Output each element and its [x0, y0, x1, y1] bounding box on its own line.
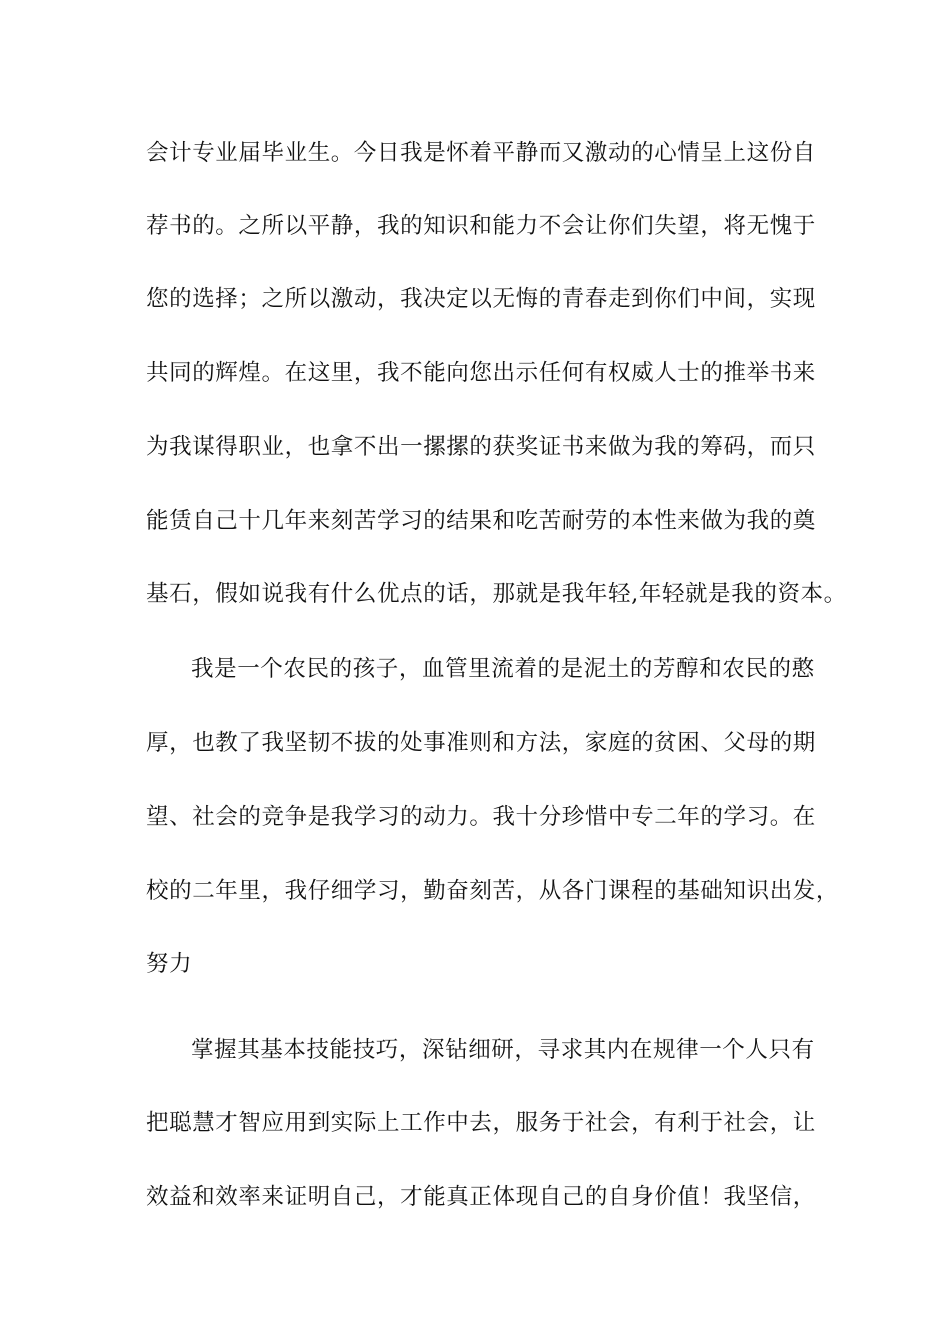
text-line: 为我谋得职业，也拿不出一摞摞的获奖证书来做为我的筹码，而只: [146, 434, 816, 460]
text-line: 效益和效率来证明自己，才能真正体现自己的自身价值！我坚信，: [146, 1184, 816, 1210]
text-line: 努力: [146, 951, 193, 977]
text-line: 能赁自己十几年来刻苦学习的结果和吃苦耐劳的本性来做为我的奠: [146, 508, 816, 534]
text-line: 共同的辉煌。在这里，我不能向您出示任何有权威人士的推举书来: [146, 360, 816, 386]
paragraph-first-line: 我是一个农民的孩子，血管里流着的是泥土的芳醇和农民的憨: [191, 656, 815, 682]
text-line: 望、社会的竞争是我学习的动力。我十分珍惜中专二年的学习。在: [146, 804, 816, 830]
text-line: 您的选择；之所以激动，我决定以无悔的青春走到你们中间，实现: [146, 286, 816, 312]
text-line: 会计专业届毕业生。今日我是怀着平静而又激动的心情呈上这份自: [146, 140, 816, 166]
text-line: 厚，也教了我坚韧不拔的处事准则和方法，家庭的贫困、父母的期: [146, 730, 816, 756]
text-line: 荐书的。之所以平静，我的知识和能力不会让你们失望，将无愧于: [146, 213, 816, 239]
text-line: 基石，假如说我有什么优点的话，那就是我年轻,年轻就是我的资本。: [146, 581, 847, 607]
text-line: 把聪慧才智应用到实际上工作中去，服务于社会，有利于社会，让: [146, 1110, 816, 1136]
paragraph-first-line: 掌握其基本技能技巧，深钻细研，寻求其内在规律一个人只有: [191, 1037, 815, 1063]
text-line: 校的二年里，我仔细学习，勤奋刻苦，从各门课程的基础知识出发，: [146, 878, 840, 904]
